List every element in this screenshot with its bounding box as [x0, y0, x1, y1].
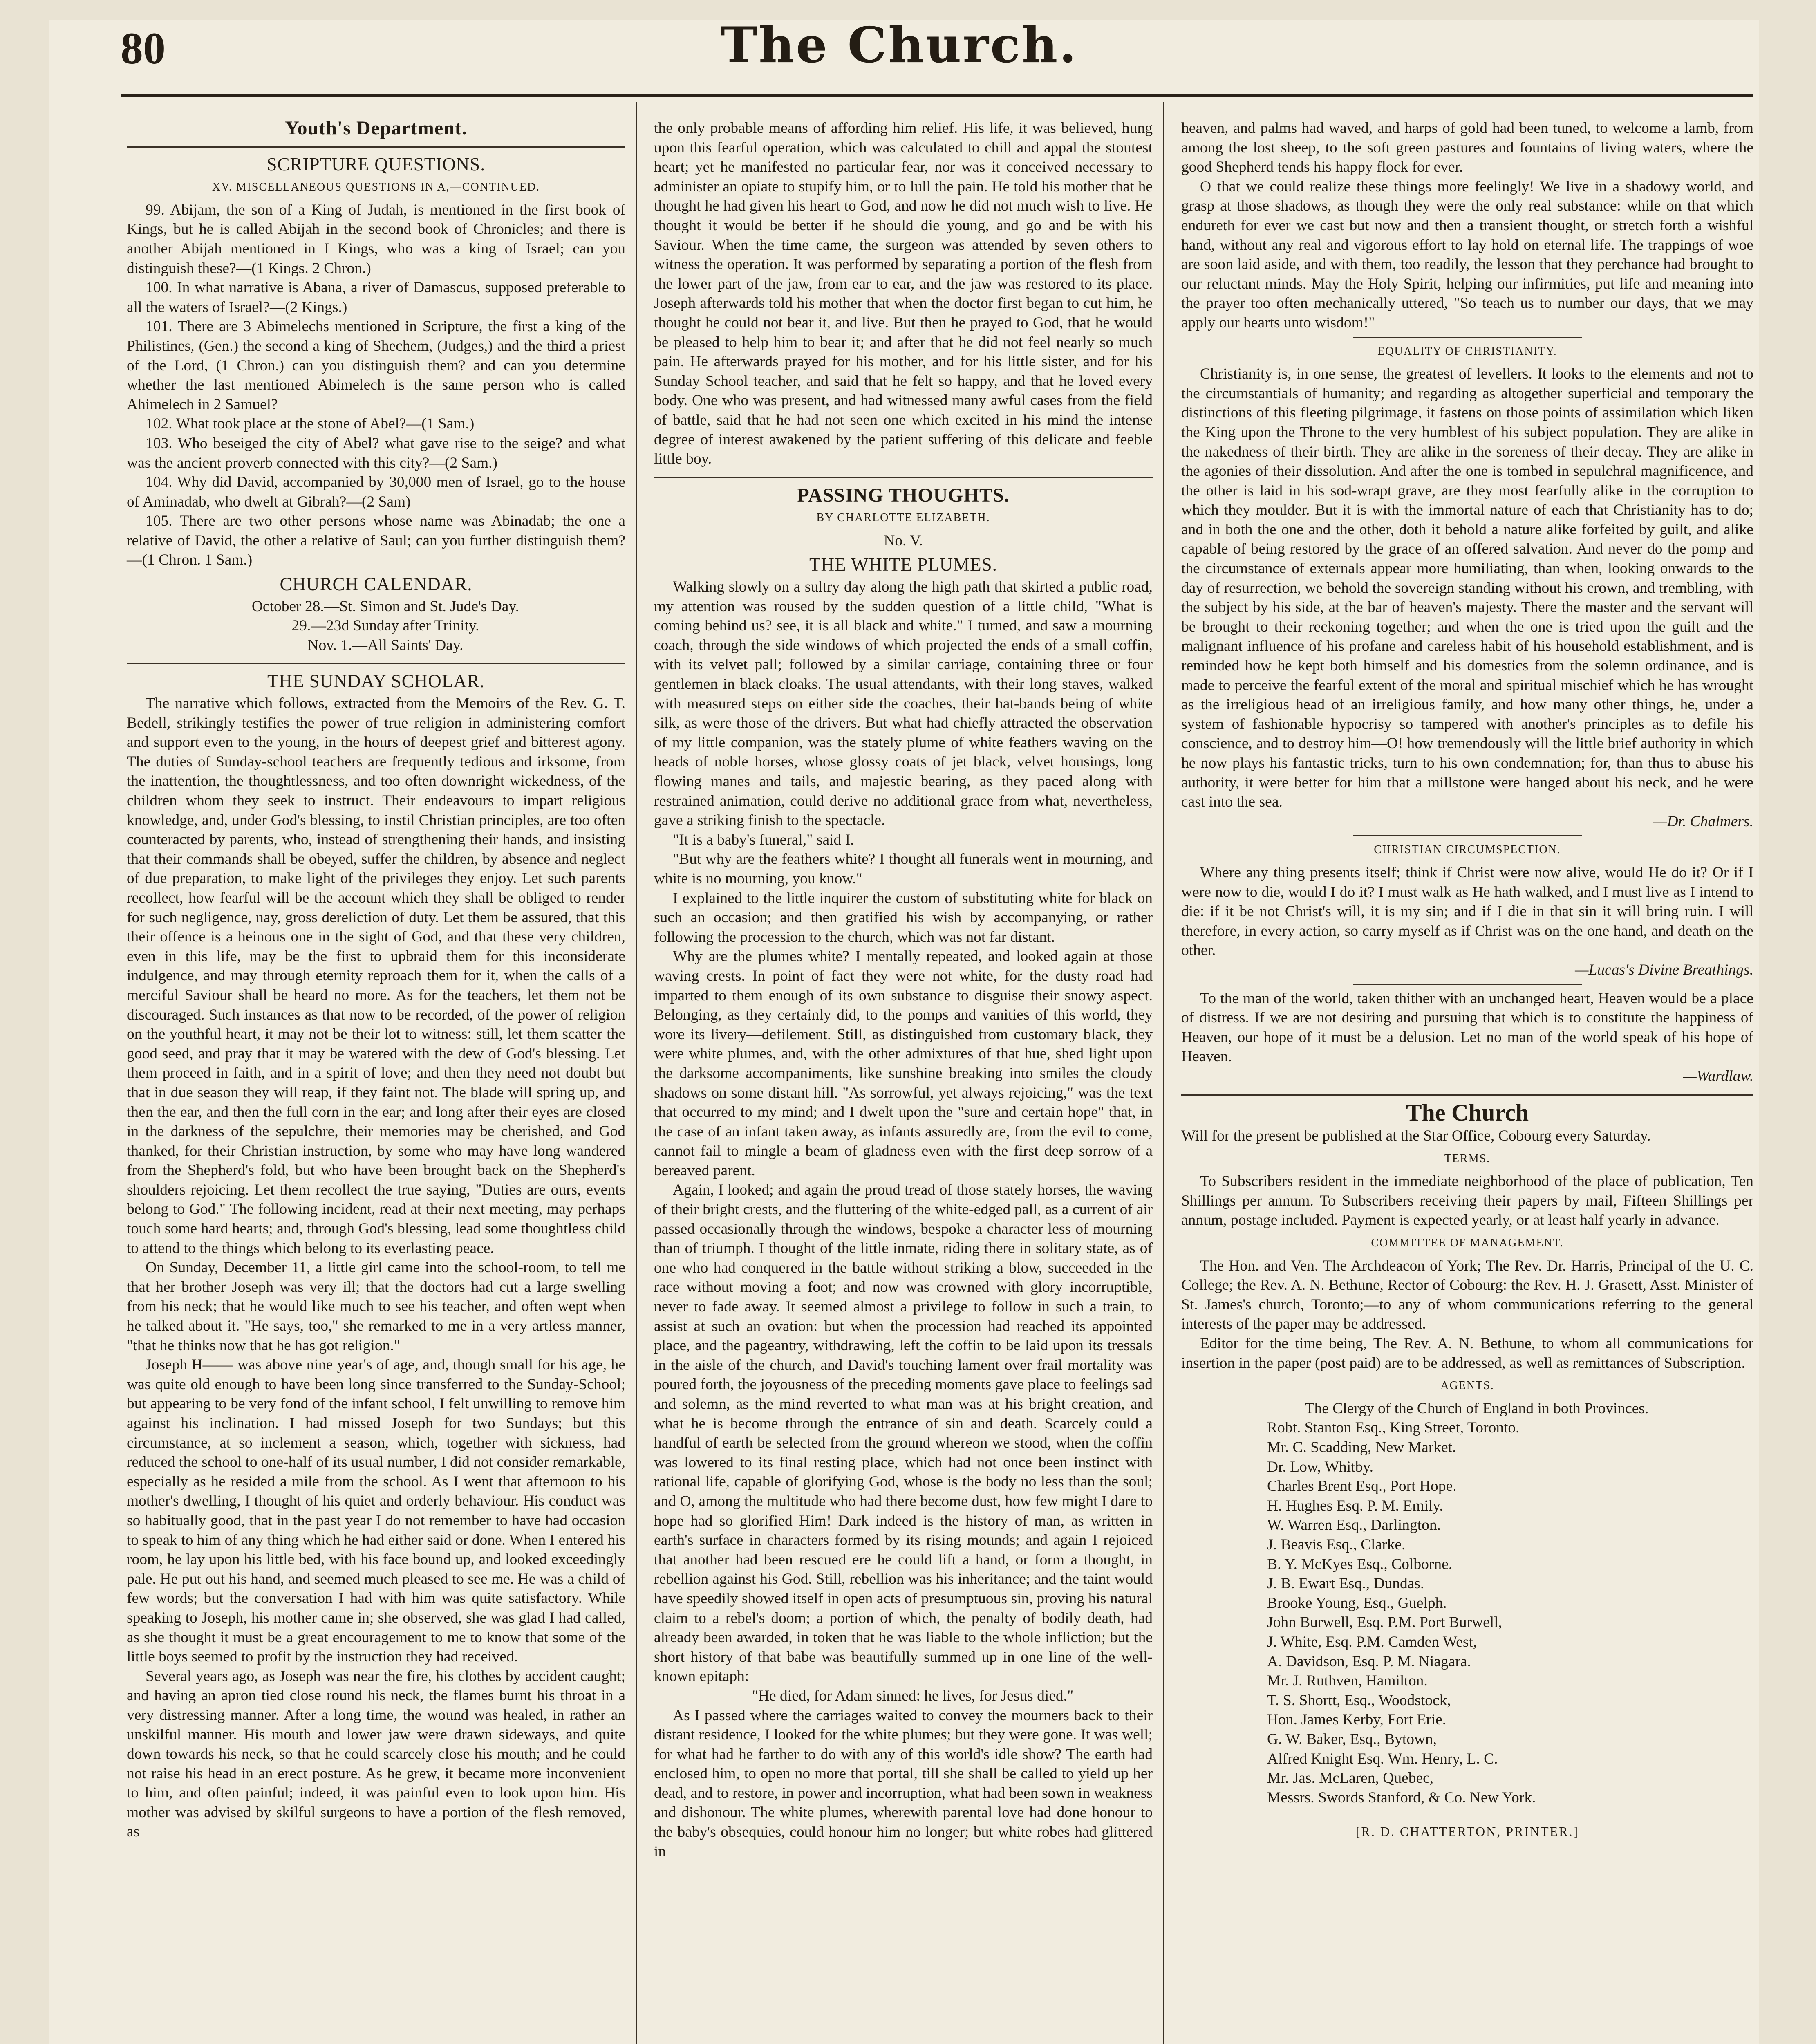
agent-entry: J. White, Esq. P.M. Camden West,: [1267, 1633, 1477, 1650]
paragraph: "But why are the feathers white? I thought all funerals went in mourning, and white is no mourning, you know.": [654, 851, 1153, 887]
article-subtitle: XV. MISCELLANEOUS QUESTIONS IN A,—CONTINUED.: [212, 181, 540, 194]
publication-notice-title: The Church: [1406, 1099, 1529, 1126]
section-label: TERMS.: [1444, 1152, 1491, 1165]
column-divider: [1163, 102, 1164, 2044]
attribution: —Dr. Chalmers.: [1653, 813, 1753, 830]
article-subtitle: THE WHITE PLUMES.: [809, 554, 997, 575]
column-one: [127, 119, 625, 1842]
attribution: —Wardlaw.: [1683, 1067, 1753, 1085]
agent-entry: Alfred Knight Esq. Wm. Henry, L. C.: [1267, 1750, 1498, 1767]
agent-entry: Mr. Jas. McLaren, Quebec,: [1267, 1770, 1434, 1787]
divider: [654, 477, 1153, 478]
article-title: EQUALITY OF CHRISTIANITY.: [1377, 345, 1557, 358]
paragraph: To Subscribers resident in the immediate neighborhood of the place of publication, Ten Shillings per annum. To Subscribers receiving their papers by mail, Fifteen Shillings per annum, postage included. Payment is expected yearly, or at least half yearly in advance.: [1181, 1173, 1753, 1229]
paragraph: Several years ago, as Joseph was near the fire, his clothes by accident caught; and having an apron tied close round his neck, the flames burnt his throat in a very distressing manner. After a long time, the wound was healed, in rather an unskilful manner. His mouth and lower jaw were drawn sideways, and quite down towards his neck, so that he could scarcely close his mouth; and he could not raise his head in an erect posture. As he grew, it became more inconvenient to him, and often painful; indeed, it was painful even to look upon him. His mother was advised by skilful surgeons to have a portion of the flesh removed, as: [127, 1667, 625, 1840]
paragraph: Again, I looked; and again the proud tread of those stately horses, the waving of their bright crests, and the fluttering of the white-edged pall, as a current of air passed occasionally through the windows, bespoke a character less of mourning than of triumph. I thought of the little inmate, riding there in solitary state, as of one who had conquered in the battle without striking a blow, succeeded in the race without moving a foot; and now was crowned with glory incorruptible, never to fade away. It seemed almost a privilege to follow in such a train, to assist at such an ovation: but when the procession had reached its appointed place, and the pageantry, withdrawing, left the coffin to be laid upon its tressals in the aisle of the church, and David's touching lament over frail mortality was poured forth, the joyousness of the preceding moments gave place to feelings sad and solemn, as the mind reverted to what man was at his bright creation, and what he is become through the entrance of sin and death. Scarcely could a handful of earth be selected from the ground whereon we stood, when the coffin was lowered to its final resting place, which had not once been instinct with rational life, capable of glorifying God, whose is the body no less than the soul; and O, among the multitude who had there become dust, how few might I dare to hope had so glorified Him! Dark indeed is the history of man, as written in earth's surface in characters formed by its rising mounds; and again I rejoiced that another had been rescued ere he could lift a hand, or form a thought, in rebellion against his God. Still, rebellion was his inheritance; and the taint would have speedily showed itself in open acts of presumptuous sin, proving his natural claim to a rebel's doom; a portion of which, the penalty of bodily death, had already been awarded, in token that he was liable to the whole infliction; but the short history of that babe was beautifully summed up in one line of the well-known epitaph:: [654, 1181, 1153, 1685]
masthead-title: The Church.: [721, 16, 1078, 74]
agent-entry: J. B. Ewart Esq., Dundas.: [1267, 1575, 1424, 1592]
agents-list: [1181, 1418, 1753, 1807]
calendar-entry: Nov. 1.—All Saints' Day.: [307, 637, 464, 654]
paragraph: Will for the present be published at the Star Office, Cobourg every Saturday.: [1181, 1127, 1651, 1145]
agent-entry: Hon. James Kerby, Fort Erie.: [1267, 1711, 1447, 1728]
section-heading: Youth's Department.: [285, 117, 467, 139]
paragraph: As I passed where the carriages waited to convey the mourners back to their distant residence, I looked for the white plumes; but they were gone. It was well; for what had he farther to do with any of this world's idle show? The earth had enclosed him, to open no more that portal, till she shall be called to yield up her dead, and to restore, in power and incorruption, what had been sown in weakness and dishonour. The white plumes, wherewith parental love had done honour to the baby's obsequies, could honour him no longer; but white robes had glittered in: [654, 1707, 1153, 1860]
agent-entry: Dr. Low, Whitby.: [1267, 1458, 1374, 1475]
printer-imprint: [R. D. CHATTERTON, PRINTER.]: [1355, 1824, 1579, 1839]
paragraph: "It is a baby's funeral," said I.: [673, 831, 854, 848]
paragraph: On Sunday, December 11, a little girl came into the school-room, to tell me that her brother Joseph was very ill; that the doctors had cut a large swelling from his neck; that he would like much to see his teacher, and often wept when he talked about it. "He says, too," she remarked to me in a very artless manner, "that he thinks now that he has got religion.": [127, 1259, 625, 1354]
agent-entry: T. S. Shortt, Esq., Woodstock,: [1267, 1692, 1451, 1709]
question-101: 101. There are 3 Abimelechs mentioned in Scripture, the first a king of the Philistines, (Gen.) the second a king of Shechem, (Judges,) and the third a priest of the Lord, (1 Chron.) can you distinguish them? and can you determine whether the last mentioned Abimelech is the same person who is called Ahimelech in 2 Samuel?: [127, 318, 625, 413]
paragraph: I explained to the little inquirer the custom of substituting white for black on such an occasion; and then gratified his wish by accompanying, or rather following the procession to the church, which was not far distant.: [654, 890, 1153, 946]
question-103: 103. Who beseiged the city of Abel? what gave rise to the seige? and what was the ancient proverb connected with this city?—(2 Sam.): [127, 435, 625, 471]
agents-intro: The Clergy of the Church of England in both Provinces.: [1305, 1400, 1649, 1417]
issue-number: No. V.: [884, 532, 923, 549]
agent-entry: Robt. Stanton Esq., King Street, Toronto.: [1267, 1419, 1520, 1437]
calendar-entry: 29.—23d Sunday after Trinity.: [291, 617, 479, 634]
section-label: COMMITTEE OF MANAGEMENT.: [1371, 1237, 1564, 1250]
paragraph: Editor for the time being, The Rev. A. N. Bethune, to whom all communications for insertion in the paper (post paid) are to be addressed, as well as remittances of Subscription.: [1181, 1335, 1753, 1372]
divider: [127, 663, 625, 664]
epitaph: "He died, for Adam sinned: he lives, for Jesus died.": [752, 1687, 1074, 1704]
paragraph: The Hon. and Ven. The Archdeacon of York; The Rev. Dr. Harris, Principal of the U. C. College; the Rev. A. N. Bethune, Rector of Cobourg: the Rev. H. J. Grasett, Asst. Minister of St. James's church, Toronto;—to any of whom communications referring to the general interests of the paper may be addressed.: [1181, 1257, 1753, 1333]
article-title: SCRIPTURE QUESTIONS.: [266, 154, 486, 175]
question-104: 104. Why did David, accompanied by 30,000 men of Israel, go to the house of Aminadab, who dwelt at Gibrah?—(2 Sam): [127, 474, 625, 510]
agent-entry: G. W. Baker, Esq., Bytown,: [1267, 1730, 1437, 1748]
paragraph: the only probable means of affording him relief. His life, it was believed, hung upon this fearful operation, which was calculated to chill and appal the stoutest heart; yet he manifested no particular fear, nor was it conceived necessary to administer an opiate to stupify him, or to lull the pain. He told his mother that he thought he had given his heart to God, and now he did not much wish to live. He thought it would be better if he should die young, and go and be with his Saviour. When the time came, the surgeon was attended by seven others to witness the operation. It was performed by separating a portion of the flesh from the lower part of the jaw, from ear to ear, and the jaw was restored to its place. Joseph afterwards told his mother that when the doctor first began to cut him, he thought he could not bear it, and live. But then he prayed to God, that he would be pleased to help him to bear it; and after that he did not feel nearly so much pain. He afterwards prayed for his mother, and for his little sister, and for his Sunday School teacher, and said that he felt so happy, and that he loved every body. One who was present, and had witnessed many awful cases from the field of battle, said that he had not seen one which excited in his mind the intense degree of interest awakened by the patient suffering of this delicate and feeble little boy.: [654, 120, 1153, 468]
section-label: AGENTS.: [1440, 1379, 1494, 1392]
agent-entry: J. Beavis Esq., Clarke.: [1267, 1536, 1406, 1553]
attribution: —Lucas's Divine Breathings.: [1575, 961, 1753, 978]
article-title: PASSING THOUGHTS.: [797, 484, 1010, 506]
agent-entry: H. Hughes Esq. P. M. Emily.: [1267, 1497, 1443, 1514]
question-102: 102. What took place at the stone of Abel?—(1 Sam.): [146, 415, 475, 433]
agent-entry: Charles Brent Esq., Port Hope.: [1267, 1478, 1457, 1495]
agent-entry: Messrs. Swords Stanford, & Co. New York.: [1267, 1789, 1536, 1806]
divider: [1181, 1094, 1753, 1096]
paragraph: heaven, and palms had waved, and harps of gold had been tuned, to welcome a lamb, from among the lost sheep, to the soft green pastures and fountains of living waters, where the good Shepherd tends his happy flock for ever.: [1181, 120, 1753, 176]
question-105: 105. There are two other persons whose name was Abinadab; the one a relative of David, the other a relative of Saul; can you further distinguish them?—(1 Chron. 1 Sam.): [127, 513, 625, 569]
agent-entry: B. Y. McKyes Esq., Colborne.: [1267, 1555, 1453, 1573]
paragraph: Why are the plumes white? I mentally repeated, and looked again at those waving crests. In point of fact they were not white, for the dusty road had imparted to them enough of its own substance to disguise their snowy aspect. Belonging, as they certainly did, to the pomps and vanities of this world, they wore its livery—defilement. Still, as distinguished from customary black, they were white plumes, and, with the other admixtures of that hue, shed light upon the darksome accompaniments, like sunshine breaking into smiles the cloudy shadows on some distant hill. "As sorrowful, yet always rejoicing," was the text that occurred to my mind; and I dwelt upon the "sure and certain hope" that, in the case of an infant taken away, as infants assuredly are, from the evil to come, cannot fail to mingle a beam of gladness even with the first deep sorrow of a bereaved parent.: [654, 948, 1153, 1179]
column-three: [1181, 119, 1753, 1842]
column-two: [654, 119, 1153, 1861]
agent-entry: John Burwell, Esq. P.M. Port Burwell,: [1267, 1614, 1503, 1631]
paragraph: O that we could realize these things more feelingly! We live in a shadowy world, and grasp at those shadows, as though they were the only real substance: while on that which endureth for ever we cast but now and then a transient thought, or stretch forth a wishful hand, without any real and vigorous effort to lay hold on eternal life. The trappings of woe are soon laid aside, and with them, too readily, the lesson that they perchance had brought to our reluctant minds. May the Holy Spirit, helping our infirmities, put life and meaning into the prayer too often mechanically uttered, "So teach us to number our days, that we may apply our hearts unto wisdom!": [1181, 178, 1753, 331]
article-title: CHRISTIAN CIRCUMSPECTION.: [1374, 843, 1561, 856]
agent-entry: Mr. C. Scadding, New Market.: [1267, 1439, 1456, 1456]
page-number: 80: [121, 23, 166, 73]
paragraph: Walking slowly on a sultry day along the high path that skirted a public road, my attention was roused by the sudden question of a little child, "What is coming behind us? see, it is all black and white." I turned, and saw a mourning coach, through the side windows of which projected the ends of a small coffin, with its velvet pall; followed by a similar carriage, containing three or four gentlemen in black cloaks. The usual attendants, with their long staves, walked with measured steps on either side the coaches, their hat-bands being of white silk, as were those of the drivers. But what had chiefly attracted the observation of my little companion, was the stately plume of white feathers waving on the heads of noble horses, whose glossy coats of jet black, velvet housings, long flowing manes and tails, and majestic bearing, as they paced along with restrained animation, could derive no additional grace from what, nevertheless, gave a striking finish to the spectacle.: [654, 578, 1153, 829]
question-100: 100. In what narrative is Abana, a river of Damascus, supposed preferable to all the waters of Israel?—(2 Kings.): [127, 279, 625, 316]
article-title: THE SUNDAY SCHOLAR.: [267, 671, 485, 692]
paragraph: Joseph H—— was above nine year's of age, and, though small for his age, he was quite old enough to have been long since transferred to the Sunday-School; but appearing to be very fond of the infant school, I felt unwilling to remove him against his inclination. I had missed Joseph for two Sundays; but this circumstance, at so inclement a season, which, together with sickness, had reduced the school to one-half of its usual number, I did not consider remarkable, especially as he resided a mile from the school. As I went that afternoon to his mother's dwelling, I thought of his quiet and orderly behaviour. His conduct was so habitually good, that in the past year I do not remember to have had occasion to speak to him of any thing which he had either said or done. When I entered his room, he lay upon his little bed, with his face bound up, and looked exceedingly pale. He put out his hand, and seemed much pleased to see me. He was a child of few words; but the conversation I had with him was quite satisfactory. While speaking to Joseph, his mother came in; she observed, she was glad I had called, as she thought it must be a great encouragement to me to know that some of the little boys seemed to profit by the instruction they had received.: [127, 1356, 625, 1665]
agent-entry: A. Davidson, Esq. P. M. Niagara.: [1267, 1653, 1471, 1670]
divider: [1353, 337, 1582, 338]
agent-entry: Mr. J. Ruthven, Hamilton.: [1267, 1672, 1428, 1690]
agent-entry: W. Warren Esq., Darlington.: [1267, 1517, 1441, 1534]
divider: [1353, 835, 1582, 836]
paragraph: The narrative which follows, extracted from the Memoirs of the Rev. G. T. Bedell, strikingly testifies the power of true religion in administering comfort and support even to the young, in the hours of deepest grief and bitterest agony. The duties of Sunday-school teachers are frequently tedious and irksome, from the inattention, the thoughtlessness, and too often downright wickedness, of the children whom they seek to instruct. Their endeavours to impart religious knowledge, and, under God's blessing, to instil Christian principles, are too often counteracted by parents, who, instead of strengthening their hands, and insisting that their commands shall be obeyed, suffer the children, by absence and neglect of due preparation, to make light of the privileges they enjoy. Let such parents recollect, how fearful will be the account which they shall be obliged to render for such negligence, nay, gross dereliction of duty. Let them be assured, that this their offence is a heinous one in the sight of God, and that these very children, even in this life, may be the first to upbraid them for this inconsiderate indulgence, and may through eternity reproach them for it, when the calls of a merciful Saviour shall be heard no more. As for the teachers, let them not be discouraged. Such instances as that now to be recorded, of the power of religion on the youthful heart, it may not be their lot to witness: still, let them scatter the good seed, and pray that it may be watered with the dew of God's blessing. Let them proceed in faith, and in a spirit of love; and then they need not doubt but that in due season they will reap, if they faint not. The blade will spring up, and then the ear, and then the full corn in the ear; and long after their eyes are closed in the darkness of the sepulchre, their memories may be cherished, and God thanked, for their Christian instruction, by some who may have long wandered from the Shepherd's fold, but who have been brought back on the Shepherd's shoulders rejoicing. Let them recollect the true saying, "Duties are ours, events belong to God." The following incident, read at their next meeting, may perhaps touch some hard hearts; and, through God's blessing, lead some thoughtless child to attend to the things which belong to its everlasting peace.: [127, 695, 625, 1257]
divider: [1353, 984, 1582, 985]
calendar-entry: October 28.—St. Simon and St. Jude's Day.: [251, 598, 519, 615]
divider: [127, 146, 625, 148]
article-title: CHURCH CALENDAR.: [280, 574, 472, 595]
header-rule: [121, 94, 1753, 97]
agent-entry: Brooke Young, Esq., Guelph.: [1267, 1594, 1447, 1611]
byline: BY CHARLOTTE ELIZABETH.: [816, 511, 990, 524]
paragraph: Christianity is, in one sense, the greatest of levellers. It looks to the elements and not to the circumstantials of humanity; and regarding as altogether superficial and temporary the distinctions of this fleeting pilgrimage, it fastens on those points of assimilation which liken the King upon the Throne to the very humblest of his subject population. They are alike in the nakedness of their birth. They are alike in the soreness of their decay. They are alike in the agonies of their dissolution. And after the one is tombed in sepulchral magnificence, and the other is laid in his sod-wrapt grave, are they most fearfully alike in the corruption to which they moulder. But it is with the immortal nature of each that Christianity has to do; and in both the one and the other, doth it behold a nature alike forfeited by guilt, and alike capable of being restored by the grace of an offered salvation. And never do the pomp and the circumstance of externals appear more humiliating, than when, looking onwards to the day of resurrection, we behold the sovereign standing without his crown, and trembling, with the subject by his side, at the bar of heaven's majesty. There the master and the servant will be brought to their reckoning together; and when the one is tried upon the guilt and the malignant influence of his profane and careless habit of his household establishment, and is reminded how he kept both himself and his domestics from the solemn ordinance, and is made to perceive the fearful extent of the moral and spiritual mischief which he has wrought as the irreligious head of an irreligious family, and how many other things, he, under a system of fashionable hypocrisy so tampered with another's principles as to defile his conscience, and to destroy him—O! how tremendously will the little brief authority in which he now plays his fantastic tricks, turn to his own condemnation; for, than thus to abuse his authority, it were better for him that a millstone were hanged about his neck, and he were cast into the sea.: [1181, 365, 1753, 811]
paragraph: To the man of the world, taken thither with an unchanged heart, Heaven would be a place of distress. If we are not desiring and pursuing that which is to constitute the happiness of Heaven, our hope of it must be a delusion. Let no man of the world speak of his hope of Heaven.: [1181, 990, 1753, 1065]
column-divider: [636, 102, 637, 2044]
question-99: 99. Abijam, the son of a King of Judah, is mentioned in the first book of Kings, but he is called Abijah in the second book of Chronicles; and there is another Abijah mentioned in I Kings, who was a king of Israel; can you distinguish these?—(1 Kings. 2 Chron.): [127, 201, 625, 277]
paragraph: Where any thing presents itself; think if Christ were now alive, would He do it? Or if I were now to die, would I do it? I must walk as He hath walked, and I must live as I intend to die: if it be not Christ's will, it is my sin; and if I die in that sin it will bring ruin. I will therefore, in every action, so carry myself as if Christ was on the one hand, and death on the other.: [1181, 864, 1753, 959]
